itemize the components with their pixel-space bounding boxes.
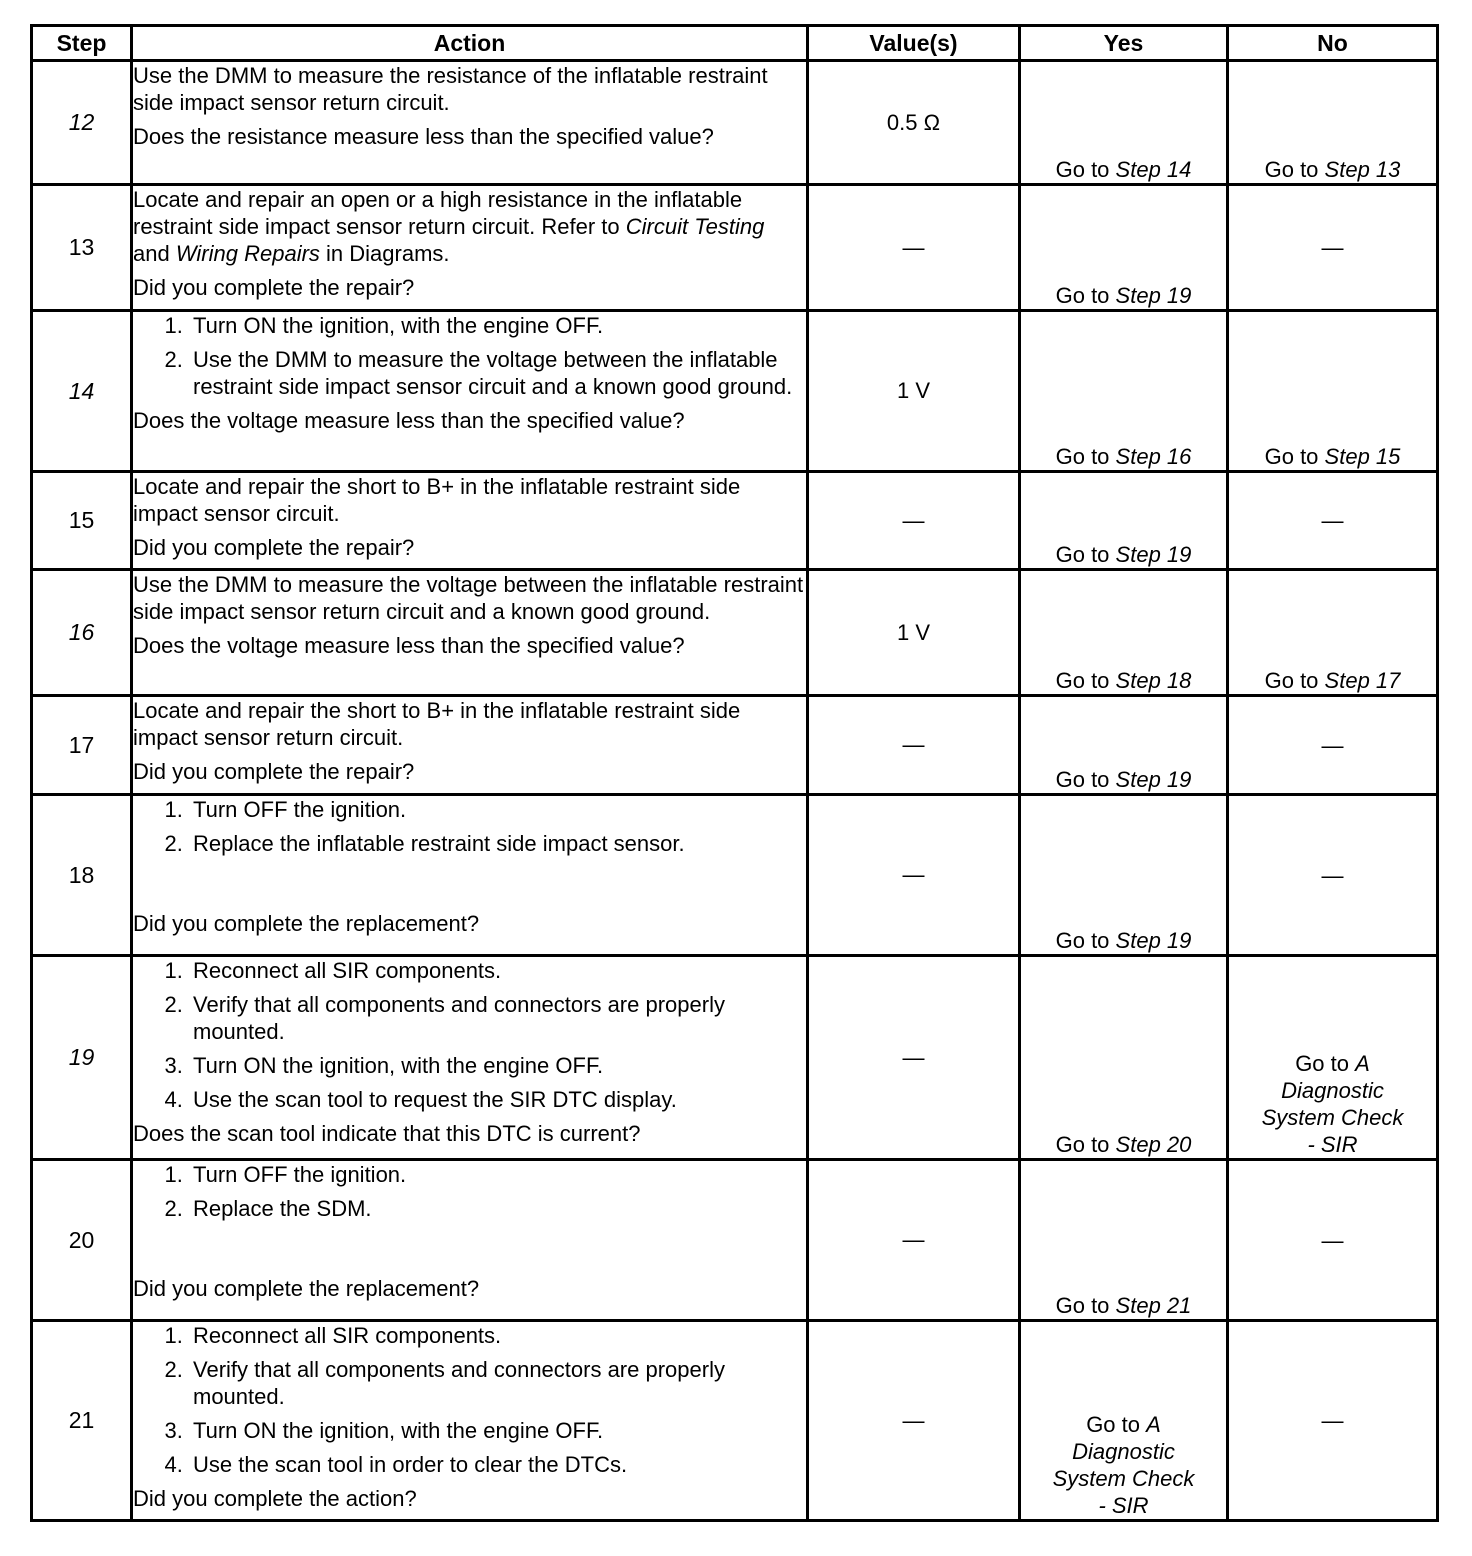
value-cell: — bbox=[808, 956, 1020, 1160]
list-item: 2. Use the DMM to measure the voltage between the inflatable restraint side impact sensor circuit and a known good ground. bbox=[189, 346, 806, 400]
action-cell bbox=[132, 570, 808, 696]
table-row bbox=[32, 472, 1438, 570]
step-number: 14 bbox=[32, 311, 132, 472]
diagnostic-check-link[interactable]: A Diagnostic System Check - SIR bbox=[1052, 1412, 1195, 1518]
yes-cell bbox=[1020, 472, 1228, 570]
value-cell: — bbox=[808, 1321, 1020, 1521]
goto-label: Go to bbox=[1055, 767, 1110, 792]
goto-label: Go to bbox=[1264, 157, 1319, 182]
goto-label: Go to bbox=[1055, 1132, 1110, 1157]
action-question: Did you complete the action? bbox=[133, 1486, 417, 1511]
goto-label: Go to bbox=[1055, 542, 1110, 567]
action-cell bbox=[132, 61, 808, 185]
action-question: Does the scan tool indicate that this DTC is current? bbox=[133, 1121, 641, 1146]
action-text: Locate and repair the short to B+ in the inflatable restraint side impact sensor return circuit. bbox=[133, 698, 741, 750]
header-yes: Yes bbox=[1020, 26, 1228, 61]
yes-cell bbox=[1020, 696, 1228, 795]
step-number: 15 bbox=[32, 472, 132, 570]
goto-label: Go to bbox=[1264, 668, 1319, 693]
table-row bbox=[32, 311, 1438, 472]
step-number: 21 bbox=[32, 1321, 132, 1521]
step-link[interactable]: Step 15 bbox=[1324, 444, 1401, 469]
header-no: No bbox=[1228, 26, 1438, 61]
table-row bbox=[32, 956, 1438, 1160]
diagnostic-check-link[interactable]: A Diagnostic System Check - SIR bbox=[1261, 1051, 1404, 1157]
value-cell: 1 V bbox=[808, 570, 1020, 696]
step-link[interactable]: Step 13 bbox=[1324, 157, 1401, 182]
step-number: 16 bbox=[32, 570, 132, 696]
action-steps-list bbox=[133, 1161, 806, 1222]
yes-cell bbox=[1020, 795, 1228, 956]
action-question: Did you complete the repair? bbox=[133, 535, 415, 560]
step-link[interactable]: Step 14 bbox=[1115, 157, 1192, 182]
list-item: 1. Reconnect all SIR components. bbox=[189, 1322, 806, 1349]
no-cell: — bbox=[1228, 795, 1438, 956]
no-cell: — bbox=[1228, 1160, 1438, 1321]
goto-label: Go to bbox=[1055, 157, 1110, 182]
table-row bbox=[32, 696, 1438, 795]
no-cell: — bbox=[1228, 696, 1438, 795]
action-steps-list bbox=[133, 957, 806, 1113]
action-question: Does the voltage measure less than the specified value? bbox=[133, 633, 685, 658]
list-item: 3. Turn ON the ignition, with the engine OFF. bbox=[189, 1052, 806, 1079]
list-item: 1. Turn OFF the ignition. bbox=[189, 1161, 806, 1188]
value-cell: — bbox=[808, 696, 1020, 795]
reference-link[interactable]: Wiring Repairs bbox=[175, 241, 320, 266]
list-item: 2. Replace the inflatable restraint side impact sensor. bbox=[189, 830, 806, 857]
yes-cell bbox=[1020, 1160, 1228, 1321]
action-cell bbox=[132, 472, 808, 570]
step-link[interactable]: Step 16 bbox=[1115, 444, 1192, 469]
step-link[interactable]: Step 19 bbox=[1115, 542, 1192, 567]
step-number: 20 bbox=[32, 1160, 132, 1321]
step-number: 19 bbox=[32, 956, 132, 1160]
action-steps-list bbox=[133, 312, 806, 400]
goto-label: Go to bbox=[1055, 444, 1110, 469]
no-cell bbox=[1228, 956, 1438, 1160]
list-item: 3. Turn ON the ignition, with the engine OFF. bbox=[189, 1417, 806, 1444]
no-cell bbox=[1228, 570, 1438, 696]
list-item: 1. Turn OFF the ignition. bbox=[189, 796, 806, 823]
value-cell: — bbox=[808, 795, 1020, 956]
yes-cell bbox=[1020, 61, 1228, 185]
action-cell bbox=[132, 185, 808, 311]
header-values: Value(s) bbox=[808, 26, 1020, 61]
action-question: Did you complete the replacement? bbox=[133, 911, 480, 936]
list-item: 4. Use the scan tool in order to clear the DTCs. bbox=[189, 1451, 806, 1478]
action-text-part: Locate and repair an open or a high resistance in the inflatable restraint side impact sensor return circuit. Refer to bbox=[133, 187, 743, 239]
list-item: 1. Turn ON the ignition, with the engine OFF. bbox=[189, 312, 806, 339]
goto-label: Go to bbox=[1055, 283, 1110, 308]
no-cell: — bbox=[1228, 472, 1438, 570]
list-item: 2. Replace the SDM. bbox=[189, 1195, 806, 1222]
header-action: Action bbox=[132, 26, 808, 61]
list-item: 1. Reconnect all SIR components. bbox=[189, 957, 806, 984]
action-cell bbox=[132, 696, 808, 795]
action-cell bbox=[132, 1160, 808, 1321]
no-cell bbox=[1228, 61, 1438, 185]
table-row bbox=[32, 795, 1438, 956]
step-link[interactable]: Step 19 bbox=[1115, 928, 1192, 953]
list-item: 2. Verify that all components and connectors are properly mounted. bbox=[189, 991, 806, 1045]
step-link[interactable]: Step 18 bbox=[1115, 668, 1192, 693]
reference-link[interactable]: Circuit Testing bbox=[625, 214, 765, 239]
action-text-part: in Diagrams. bbox=[326, 241, 450, 266]
action-text: Use the DMM to measure the resistance of the inflatable restraint side impact sensor return circuit. bbox=[133, 63, 768, 115]
table-row bbox=[32, 570, 1438, 696]
action-question: Does the resistance measure less than the specified value? bbox=[133, 124, 714, 149]
value-cell: 0.5 Ω bbox=[808, 61, 1020, 185]
yes-cell bbox=[1020, 956, 1228, 1160]
no-cell: — bbox=[1228, 1321, 1438, 1521]
yes-cell bbox=[1020, 1321, 1228, 1521]
action-question: Does the voltage measure less than the specified value? bbox=[133, 408, 685, 433]
step-number: 12 bbox=[32, 61, 132, 185]
action-cell bbox=[132, 956, 808, 1160]
goto-label: Go to bbox=[1264, 444, 1319, 469]
action-text: Locate and repair the short to B+ in the inflatable restraint side impact sensor circuit. bbox=[133, 474, 741, 526]
action-cell bbox=[132, 311, 808, 472]
list-item: 4. Use the scan tool to request the SIR DTC display. bbox=[189, 1086, 806, 1113]
action-question: Did you complete the repair? bbox=[133, 275, 415, 300]
step-link[interactable]: Step 20 bbox=[1115, 1132, 1192, 1157]
header-step: Step bbox=[32, 26, 132, 61]
action-text bbox=[133, 186, 806, 267]
goto-label: Go to bbox=[1295, 1051, 1349, 1076]
yes-cell bbox=[1020, 185, 1228, 311]
step-link[interactable]: Step 19 bbox=[1115, 767, 1192, 792]
goto-label: Go to bbox=[1055, 668, 1110, 693]
goto-label: Go to bbox=[1055, 1293, 1110, 1318]
action-steps-list bbox=[133, 1322, 806, 1478]
goto-label: Go to bbox=[1086, 1412, 1140, 1437]
step-link[interactable]: Step 19 bbox=[1115, 283, 1192, 308]
action-question: Did you complete the repair? bbox=[133, 759, 415, 784]
action-text-part: and bbox=[133, 241, 170, 266]
value-cell: — bbox=[808, 185, 1020, 311]
list-item: 2. Verify that all components and connectors are properly mounted. bbox=[189, 1356, 806, 1410]
value-cell: 1 V bbox=[808, 311, 1020, 472]
step-number: 18 bbox=[32, 795, 132, 956]
table-row bbox=[32, 185, 1438, 311]
action-cell bbox=[132, 1321, 808, 1521]
action-cell bbox=[132, 795, 808, 956]
no-cell bbox=[1228, 311, 1438, 472]
value-cell: — bbox=[808, 472, 1020, 570]
header-row bbox=[32, 26, 1438, 61]
table-row bbox=[32, 1321, 1438, 1521]
table-row bbox=[32, 1160, 1438, 1321]
no-cell: — bbox=[1228, 185, 1438, 311]
action-question: Did you complete the replacement? bbox=[133, 1276, 480, 1301]
table-row bbox=[32, 61, 1438, 185]
diagnostic-table bbox=[30, 24, 1439, 1522]
step-number: 13 bbox=[32, 185, 132, 311]
step-number: 17 bbox=[32, 696, 132, 795]
yes-cell bbox=[1020, 311, 1228, 472]
goto-label: Go to bbox=[1055, 928, 1110, 953]
step-link[interactable]: Step 17 bbox=[1324, 668, 1401, 693]
yes-cell bbox=[1020, 570, 1228, 696]
action-steps-list bbox=[133, 796, 806, 857]
action-text: Use the DMM to measure the voltage between the inflatable restraint side impact sensor return circuit and a known good ground. bbox=[133, 572, 804, 624]
step-link[interactable]: Step 21 bbox=[1115, 1293, 1192, 1318]
value-cell: — bbox=[808, 1160, 1020, 1321]
